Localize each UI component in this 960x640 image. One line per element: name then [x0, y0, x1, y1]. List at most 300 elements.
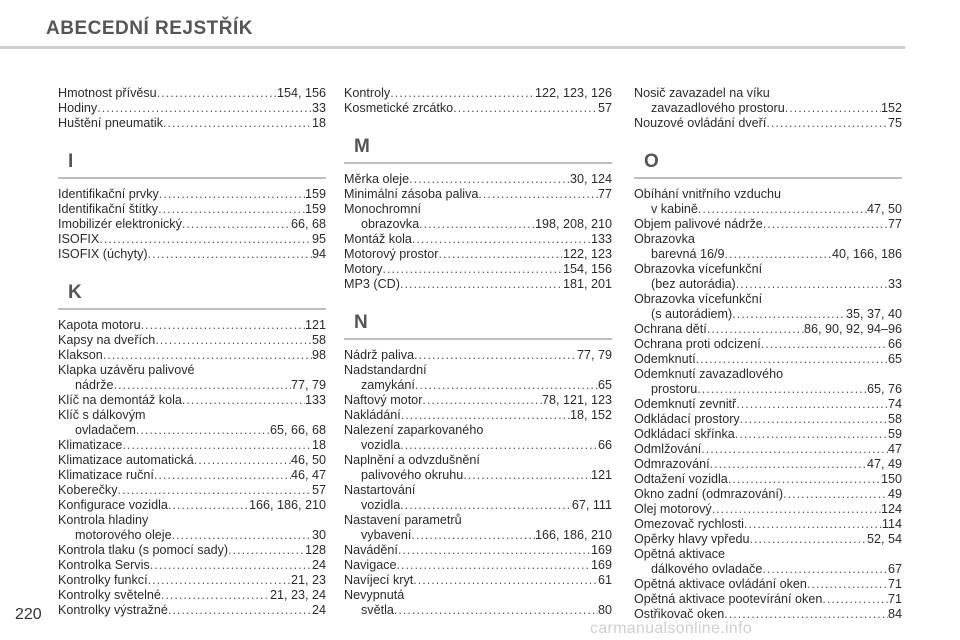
- dot-leader: [228, 543, 305, 558]
- entry-pages: 18: [311, 438, 326, 452]
- dot-leader: [390, 86, 535, 101]
- index-entry: [344, 378, 612, 393]
- entry-pages: 80: [597, 603, 612, 617]
- index-column-2: [344, 86, 612, 618]
- entry-label: (s autorádiem): [651, 307, 733, 321]
- dot-leader: [141, 318, 305, 333]
- index-entry: [58, 232, 326, 247]
- entry-label: zavazadlového prostoru: [651, 101, 785, 115]
- index-entry: [344, 468, 612, 483]
- section-rule: [58, 308, 326, 310]
- dot-leader: [744, 517, 882, 532]
- index-entry: [58, 333, 326, 348]
- index-entry: [58, 513, 326, 528]
- entry-label: Klimatizace: [58, 438, 123, 452]
- entry-label: Obrazovka vícefunkční: [634, 292, 763, 306]
- entry-pages: 65: [597, 378, 612, 392]
- entry-label: Opětná aktivace: [634, 547, 726, 561]
- entry-label: Ostřikovač oken: [634, 607, 725, 621]
- entry-label: Kapota motoru: [58, 318, 141, 332]
- entry-label: Nouzové ovládání dveří: [634, 116, 767, 130]
- entry-pages: 84: [887, 607, 902, 621]
- index-entry: [634, 262, 902, 277]
- entry-label: Okno zadní (odmrazování): [634, 487, 784, 501]
- entry-pages: 47, 50: [866, 202, 902, 216]
- entry-pages: 159: [304, 202, 326, 216]
- entry-label: Omezovač rychlosti: [634, 517, 744, 531]
- index-entry: [344, 588, 612, 603]
- entry-pages: 49: [887, 487, 902, 501]
- index-entry: [344, 603, 612, 618]
- entry-label: Klíč s dálkovým: [58, 408, 146, 422]
- entry-label: Kontrolky funkcí: [58, 573, 148, 587]
- entry-label: Kontrolka Servis: [58, 558, 150, 572]
- section-heading: [58, 151, 326, 179]
- dot-leader: [150, 558, 312, 573]
- index-entry: [344, 247, 612, 262]
- entry-label: Kontroly: [344, 86, 391, 100]
- entry-label: Navíjecí kryt: [344, 573, 414, 587]
- entry-label: Kontrolky výstražné: [58, 603, 168, 617]
- entry-pages: 65, 76: [866, 382, 902, 396]
- dot-leader: [762, 562, 888, 577]
- entry-label: Konfigurace vozidla: [58, 498, 168, 512]
- entry-label: Nadstandardní: [344, 363, 427, 377]
- section-letter: O: [644, 151, 659, 172]
- index-entry: [344, 528, 612, 543]
- index-entry: [634, 472, 902, 487]
- index-entry: [344, 277, 612, 292]
- entry-pages: 71: [887, 592, 902, 606]
- entry-pages: 40, 166, 186: [831, 247, 902, 261]
- entry-pages: 18, 152: [569, 408, 612, 422]
- dot-leader: [740, 412, 888, 427]
- section-rule: [58, 177, 326, 179]
- entry-pages: 154, 156: [562, 262, 612, 276]
- entry-label: Identifikační prvky: [58, 187, 159, 201]
- entry-pages: 133: [304, 393, 326, 407]
- dot-leader: [761, 337, 888, 352]
- dot-leader: [478, 187, 598, 202]
- index-entry: [344, 408, 612, 423]
- entry-pages: 124: [880, 502, 902, 516]
- index-entry: [58, 498, 326, 513]
- entry-pages: 21, 23, 24: [269, 588, 326, 602]
- dot-leader: [463, 468, 591, 483]
- entry-label: motorového oleje: [75, 528, 172, 542]
- index-entry: [344, 217, 612, 232]
- entry-pages: 67: [887, 562, 902, 576]
- dot-leader: [118, 483, 312, 498]
- dot-leader: [182, 217, 291, 232]
- entry-pages: 122, 123, 126: [534, 86, 612, 100]
- entry-pages: 58: [887, 412, 902, 426]
- dot-leader: [154, 468, 291, 483]
- entry-pages: 46, 47: [290, 468, 326, 482]
- index-entry: [58, 558, 326, 573]
- entry-label: Objem palivové nádrže: [634, 217, 763, 231]
- section-heading: [344, 312, 612, 340]
- entry-pages: 86, 90, 92, 94–96: [803, 322, 902, 336]
- entry-label: Monochromní: [344, 202, 421, 216]
- entry-label: Klapka uzávěru palivové: [58, 363, 195, 377]
- entry-label: Obrazovka: [634, 232, 695, 246]
- dot-leader: [103, 348, 312, 363]
- index-entry: [58, 603, 326, 618]
- entry-pages: 198, 208, 210: [534, 217, 612, 231]
- dot-leader: [807, 577, 888, 592]
- dot-leader: [158, 202, 305, 217]
- index-entry: [58, 247, 326, 262]
- entry-pages: 75: [887, 116, 902, 130]
- entry-label: vozidla: [361, 498, 401, 512]
- entry-label: Odemknutí zevnitř: [634, 397, 737, 411]
- page-title: ABECEDNÍ REJSTŘÍK: [46, 18, 253, 39]
- entry-label: Koberečky: [58, 483, 118, 497]
- index-entry: [634, 562, 902, 577]
- index-entry: [58, 468, 326, 483]
- entry-label: Kontrola hladiny: [58, 513, 149, 527]
- dot-leader: [763, 217, 888, 232]
- entry-pages: 52, 54: [866, 532, 902, 546]
- dot-leader: [397, 558, 591, 573]
- index-entry: [634, 101, 902, 116]
- section-heading: [634, 151, 902, 179]
- entry-label: Minimální zásoba paliva: [344, 187, 479, 201]
- index-entry: [634, 352, 902, 367]
- index-entry: [634, 412, 902, 427]
- entry-label: v kabině: [651, 202, 698, 216]
- index-entry: [58, 101, 326, 116]
- dot-leader: [394, 603, 598, 618]
- index-entry: [634, 517, 902, 532]
- entry-pages: 35, 37, 40: [845, 307, 902, 321]
- entry-pages: 57: [311, 483, 326, 497]
- dot-leader: [725, 247, 832, 262]
- index-entry: [344, 187, 612, 202]
- index-entry: [344, 202, 612, 217]
- dot-leader: [697, 382, 867, 397]
- section-heading: [344, 136, 612, 164]
- index-entry: [634, 577, 902, 592]
- index-entry: [58, 423, 326, 438]
- entry-pages: 166, 186, 210: [248, 498, 326, 512]
- index-entry: [634, 247, 902, 262]
- section-heading: [58, 282, 326, 310]
- entry-label: Nastavení parametrů: [344, 513, 462, 527]
- dot-leader: [157, 86, 277, 101]
- index-entry: [344, 483, 612, 498]
- entry-label: Hodiny: [58, 101, 98, 115]
- index-entry: [58, 438, 326, 453]
- entry-label: Kosmetické zrcátko: [344, 101, 454, 115]
- index-entry: [344, 363, 612, 378]
- entry-pages: 121: [304, 318, 326, 332]
- entry-pages: 66: [597, 438, 612, 452]
- index-entry: [58, 187, 326, 202]
- dot-leader: [750, 532, 867, 547]
- index-entry: [58, 363, 326, 378]
- section-rule: [344, 338, 612, 340]
- index-entry: [58, 318, 326, 333]
- entry-pages: 77, 79: [290, 378, 326, 392]
- index-entry: [634, 532, 902, 547]
- index-entry: [634, 382, 902, 397]
- entry-pages: 98: [311, 348, 326, 362]
- entry-label: Imobilizér elektronický: [58, 217, 182, 231]
- entry-label: Ochrana proti odcizení: [634, 337, 761, 351]
- entry-label: Nalezení zaparkovaného: [344, 423, 484, 437]
- section-letter: I: [68, 151, 74, 172]
- entry-pages: 66: [887, 337, 902, 351]
- entry-label: vozidla: [361, 438, 401, 452]
- entry-label: Odmlžování: [634, 442, 702, 456]
- entry-label: Opěrky hlavy vpředu: [634, 532, 750, 546]
- entry-pages: 30: [311, 528, 326, 542]
- entry-label: ovladačem: [75, 423, 136, 437]
- entry-pages: 121: [590, 468, 612, 482]
- entry-label: světla: [361, 603, 394, 617]
- index-entry: [58, 453, 326, 468]
- entry-label: Opětná aktivace ovládání oken: [634, 577, 807, 591]
- index-entry: [634, 277, 902, 292]
- entry-label: Montáž kola: [344, 232, 412, 246]
- entry-pages: 154, 156: [276, 86, 326, 100]
- entry-label: Motory: [344, 262, 383, 276]
- section-letter: M: [354, 136, 370, 157]
- entry-pages: 95: [311, 232, 326, 246]
- index-entry: [634, 427, 902, 442]
- index-entry: [634, 367, 902, 382]
- index-entry: [634, 592, 902, 607]
- index-entry: [634, 116, 902, 131]
- index-entry: [634, 187, 902, 202]
- index-entry: [344, 348, 612, 363]
- index-column-3: [634, 86, 902, 622]
- index-entry: [634, 202, 902, 217]
- entry-pages: 169: [590, 558, 612, 572]
- index-entry: [58, 116, 326, 131]
- entry-label: Naftový motor: [344, 393, 423, 407]
- entry-label: Kapsy na dveřích: [58, 333, 156, 347]
- entry-pages: 57: [597, 101, 612, 115]
- index-entry: [344, 558, 612, 573]
- entry-label: Odkládací skřínka: [634, 427, 735, 441]
- entry-label: Motorový prostor: [344, 247, 439, 261]
- page-number: 220: [15, 606, 42, 623]
- index-entry: [344, 498, 612, 513]
- entry-pages: 166, 186, 210: [534, 528, 612, 542]
- header-rule: [0, 46, 905, 49]
- index-entry: [344, 393, 612, 408]
- entry-pages: 65, 66, 68: [269, 423, 326, 437]
- entry-pages: 77: [887, 217, 902, 231]
- entry-label: vybavení: [361, 528, 412, 542]
- entry-label: Obíhání vnitřního vzduchu: [634, 187, 782, 201]
- entry-label: barevná 16/9: [651, 247, 725, 261]
- index-entry: [634, 292, 902, 307]
- index-entry: [344, 423, 612, 438]
- dot-leader: [136, 423, 270, 438]
- entry-label: Obrazovka vícefunkční: [634, 262, 763, 276]
- dot-leader: [783, 487, 888, 502]
- index-entry: [344, 543, 612, 558]
- index-entry: [634, 457, 902, 472]
- index-entry: [634, 86, 902, 101]
- entry-label: prostoru: [651, 382, 698, 396]
- index-entry: [634, 232, 902, 247]
- dot-leader: [148, 247, 312, 262]
- index-entry: [634, 442, 902, 457]
- dot-leader: [415, 378, 598, 393]
- dot-leader: [732, 307, 846, 322]
- entry-label: Odtažení vozidla: [634, 472, 728, 486]
- entry-label: Nádrž paliva: [344, 348, 414, 362]
- dot-leader: [453, 101, 598, 116]
- index-entry: [344, 172, 612, 187]
- entry-pages: 66, 68: [290, 217, 326, 231]
- dot-leader: [383, 262, 563, 277]
- index-column-1: [58, 86, 326, 618]
- entry-label: Klimatizace ruční: [58, 468, 154, 482]
- entry-label: Kontrola tlaku (s pomocí sady): [58, 543, 229, 557]
- entry-label: Huštění pneumatik: [58, 116, 164, 130]
- dot-leader: [182, 393, 305, 408]
- dot-leader: [735, 427, 888, 442]
- dot-leader: [155, 333, 312, 348]
- dot-leader: [159, 187, 305, 202]
- entry-label: ISOFIX: [58, 232, 100, 246]
- entry-pages: 77: [597, 187, 612, 201]
- entry-pages: 159: [304, 187, 326, 201]
- dot-leader: [785, 101, 881, 116]
- entry-label: Opětná aktivace pootevírání oken: [634, 592, 823, 606]
- entry-label: Nakládání: [344, 408, 401, 422]
- entry-label: Nosič zavazadel na víku: [634, 86, 770, 100]
- entry-pages: 71: [887, 577, 902, 591]
- dot-leader: [148, 573, 291, 588]
- dot-leader: [701, 442, 888, 457]
- entry-pages: 122, 123: [562, 247, 612, 261]
- dot-leader: [161, 588, 270, 603]
- entry-pages: 133: [590, 232, 612, 246]
- entry-pages: 128: [304, 543, 326, 557]
- index-entry: [634, 487, 902, 502]
- dot-leader: [168, 498, 249, 513]
- entry-label: Identifikační štítky: [58, 202, 159, 216]
- watermark: carmanualsonline.info: [590, 620, 752, 637]
- index-entry: [58, 217, 326, 232]
- entry-label: Navádění: [344, 543, 398, 557]
- dot-leader: [412, 232, 591, 247]
- entry-label: Navigace: [344, 558, 397, 572]
- dot-leader: [398, 543, 591, 558]
- entry-label: Olej motorový: [634, 502, 712, 516]
- index-entry: [634, 322, 902, 337]
- dot-leader: [168, 603, 312, 618]
- index-entry: [58, 348, 326, 363]
- entry-label: (bez autorádia): [651, 277, 736, 291]
- entry-label: MP3 (CD): [344, 277, 400, 291]
- dot-leader: [99, 232, 312, 247]
- entry-pages: 33: [311, 101, 326, 115]
- dot-leader: [736, 397, 888, 412]
- dot-leader: [766, 116, 888, 131]
- index-entry: [634, 307, 902, 322]
- entry-label: Klíč na demontáž kola: [58, 393, 182, 407]
- entry-pages: 152: [880, 101, 902, 115]
- dot-leader: [712, 502, 881, 517]
- index-entry: [58, 393, 326, 408]
- index-entry: [634, 397, 902, 412]
- dot-leader: [707, 322, 804, 337]
- dot-leader: [409, 172, 570, 187]
- entry-label: nádrže: [75, 378, 114, 392]
- entry-pages: 150: [880, 472, 902, 486]
- dot-leader: [411, 528, 535, 543]
- entry-pages: 74: [887, 397, 902, 411]
- index-entry: [344, 101, 612, 116]
- dot-leader: [736, 277, 888, 292]
- index-entry: [58, 202, 326, 217]
- section-rule: [634, 177, 902, 179]
- entry-pages: 47, 49: [866, 457, 902, 471]
- entry-pages: 169: [590, 543, 612, 557]
- dot-leader: [822, 592, 888, 607]
- dot-leader: [698, 202, 867, 217]
- entry-label: obrazovka: [361, 217, 420, 231]
- entry-label: Klimatizace automatická: [58, 453, 194, 467]
- entry-label: Nastartování: [344, 483, 416, 497]
- index-entry: [58, 543, 326, 558]
- entry-pages: 67, 111: [571, 498, 612, 512]
- entry-pages: 77, 79: [576, 348, 612, 362]
- index-entry: [58, 86, 326, 101]
- dot-leader: [696, 352, 888, 367]
- dot-leader: [163, 116, 312, 131]
- entry-label: Nevypnutá: [344, 588, 405, 602]
- entry-pages: 46, 50: [290, 453, 326, 467]
- entry-label: dálkového ovladače: [651, 562, 763, 576]
- entry-label: Měrka oleje: [344, 172, 410, 186]
- dot-leader: [438, 247, 562, 262]
- entry-pages: 58: [311, 333, 326, 347]
- entry-pages: 59: [887, 427, 902, 441]
- entry-pages: 94: [311, 247, 326, 261]
- dot-leader: [172, 528, 312, 543]
- entry-pages: 24: [311, 603, 326, 617]
- index-entry: [344, 513, 612, 528]
- entry-pages: 30, 124: [569, 172, 612, 186]
- dot-leader: [422, 393, 542, 408]
- index-entry: [58, 408, 326, 423]
- index-entry: [58, 483, 326, 498]
- index-entry: [58, 573, 326, 588]
- entry-pages: 47: [887, 442, 902, 456]
- dot-leader: [419, 217, 535, 232]
- index-entry: [634, 337, 902, 352]
- dot-leader: [710, 457, 867, 472]
- entry-label: Odemknutí: [634, 352, 696, 366]
- index-entry: [634, 547, 902, 562]
- entry-pages: 33: [887, 277, 902, 291]
- entry-pages: 181, 201: [562, 277, 612, 291]
- index-entry: [58, 378, 326, 393]
- entry-label: Klakson: [58, 348, 103, 362]
- index-entry: [344, 573, 612, 588]
- dot-leader: [413, 573, 598, 588]
- index-entry: [58, 528, 326, 543]
